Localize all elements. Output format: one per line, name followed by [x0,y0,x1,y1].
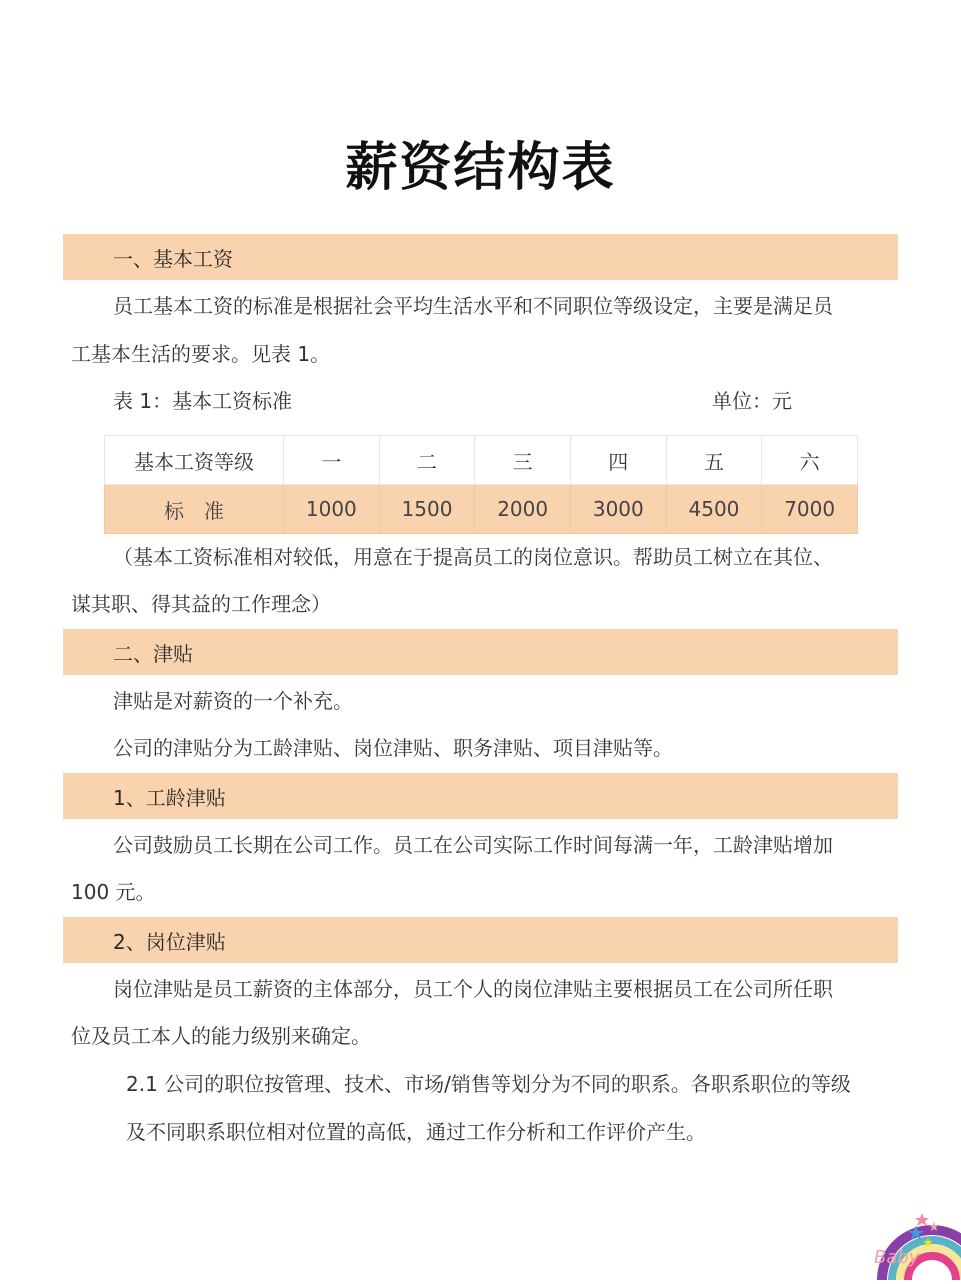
section-heading-text: 二、津贴 [113,641,193,666]
svg-text:Baby: Baby [874,1247,920,1268]
table-header-cell: 一 [284,436,380,485]
basic-wage-table [104,435,858,534]
table-header-cell: 六 [762,436,858,485]
table-cell: 3000 [570,485,666,534]
table-header-cell: 三 [475,436,571,485]
table-header-cell: 五 [666,436,762,485]
section-heading-text: 1、工龄津贴 [113,785,226,810]
paragraph-allowance-1: 津贴是对薪资的一个补充。 [113,689,353,713]
section-heading-seniority-allowance [63,773,898,819]
table-cell: 1500 [379,485,475,534]
table-header-cell: 二 [379,436,475,485]
paragraph-position-line1: 岗位津贴是员工薪资的主体部分，员工个人的岗位津贴主要根据员工在公司所任职 [113,977,833,1001]
section-heading-allowance [63,629,898,675]
table-cell: 7000 [762,485,858,534]
note-line1: （基本工资标准相对较低，用意在于提高员工的岗位意识。帮助员工树立在其位、 [113,545,833,569]
section-heading-basic-wage [63,234,898,280]
table-header-row [105,436,858,485]
table-cell: 标 准 [105,485,284,534]
table-cell: 4500 [666,485,762,534]
table-caption: 表 1：基本工资标准 [113,389,293,413]
paragraph-position-sub-line2: 及不同职系职位相对位置的高低，通过工作分析和工作评价产生。 [126,1120,706,1144]
section-heading-text: 2、岗位津贴 [113,929,226,954]
rainbow-stars-icon [872,1205,961,1280]
section-heading-position-allowance [63,917,898,963]
page-title: 薪资结构表 [345,138,616,198]
paragraph-position-line2: 位及员工本人的能力级别来确定。 [71,1024,371,1048]
paragraph-basic-wage-line1: 员工基本工资的标准是根据社会平均生活水平和不同职位等级设定，主要是满足员 [113,294,833,318]
paragraph-allowance-2: 公司的津贴分为工龄津贴、岗位津贴、职务津贴、项目津贴等。 [113,736,673,760]
table-header-cell: 基本工资等级 [105,436,284,485]
paragraph-seniority-line2: 100 元。 [71,880,156,904]
paragraph-position-sub-line1: 2.1 公司的职位按管理、技术、市场/销售等划分为不同的职系。各职系职位的等级 [126,1072,851,1096]
note-line2: 谋其职、得其益的工作理念） [71,592,331,616]
table-row [105,485,858,534]
table-header-cell: 四 [570,436,666,485]
table-cell: 1000 [284,485,380,534]
table-cell: 2000 [475,485,571,534]
section-heading-text: 一、基本工资 [113,246,233,271]
paragraph-basic-wage-line2: 工基本生活的要求。见表 1。 [71,342,331,366]
table-unit: 单位：元 [712,389,792,413]
paragraph-seniority-line1: 公司鼓励员工长期在公司工作。员工在公司实际工作时间每满一年，工龄津贴增加 [113,833,833,857]
